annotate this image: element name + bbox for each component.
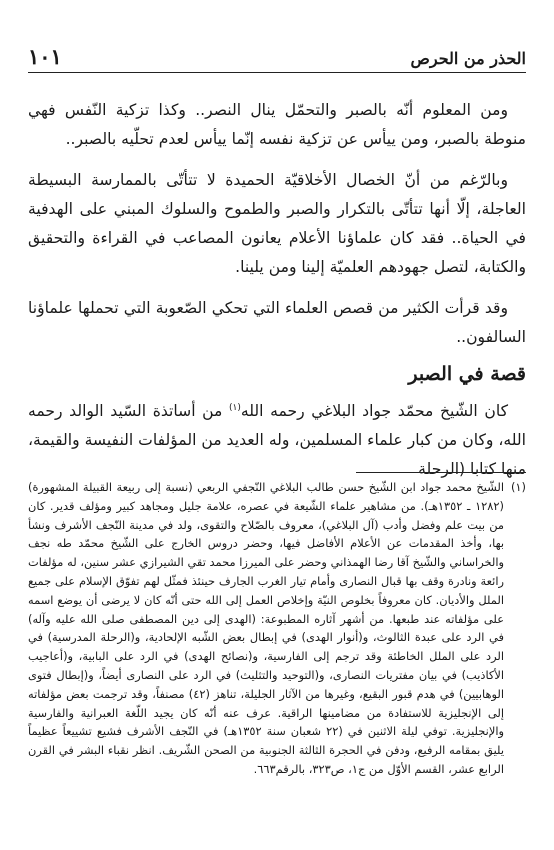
paragraph-balaghi-rest: من أساتذة السّيد الوالد رحمه الله، وكان من كبار علماء المسلمين، وله العديد من المؤلفات النفيسة والقيمة، منها كتابا (الرحلة [28,402,526,478]
running-title: الحذر من الحرص [410,49,526,68]
page-header [28,44,526,72]
footnote-separator [356,472,526,473]
footnote-item [28,478,526,779]
paragraph-scholars-stories: وقد قرأت الكثير من قصص العلماء التي تحكي الصّعوبة التي تحملها علماؤنا السالفون.. [28,299,526,346]
section-heading: قصة في الصبر [408,363,526,385]
page-number: ١٠١ [28,44,62,69]
footnote-marker: (١) [510,480,526,494]
footnote-text: الشّيخ محمد جواد ابن الشّيخ حسن طالب البلاغي النّجفي الربعي (نسبة إلى ربيعة القبيلة المشهورة) (١٢٨٢ ـ ١٣٥٢هـ). من مشاهير علماء الشّيعة في عصره، علامة جليل ومجاهد كبير ومؤلف قدير. كان من بيت علم وفضل وأدب (آل البلاغي)، معروف بالصّلاح والتقوى، ولد في مدينة النّجف الأشرف ونشأ بها، وأخذ المقدمات عن الأعلام الأفاضل فيها، وحضر دروس الخارج على الشّيخ محمّد طه نجف والخراساني والشّيخ آقا رضا الهمذاني وحضر على الميرزا محمد تقي الشيرازي عشر سنين، له مؤلفات رائعة ونادرة وقف بها قبال النصارى وأمام تيار الغرب الجارف حينئذ فمثّل لهم تفوّق الإسلام على جميع الملل والأديان. كان معروفاً بخلوص النيّة وإخلاص العمل إلى الله حتى أنّه كان لا يرضى أن يوضع اسمه على مؤلفاته عند طبعها. من أشهر آثاره المطبوعة: (الهدى إلى دين المصطفى صلى الله عليه وآله) في الرد على عبدة الثالوث، و(أنوار الهدى) في إبطال بعض الشّبه الإلحادية، و(الرحلة المدرسية) في الرد على الملل الخاطئة وقد ترجم إلى الفارسية، و(نصائح الهدى) في الرد على البابية، و(أعاجيب الأكاذيب) في بيان مفتريات النصارى، و(التوحيد والتثليث) في الرد على النصارى أيضاً، و(إبطال فتوى الوهابيين) في هدم قبور البقيع، وغيرها من الآثار الجليلة، تناهز (٤٢) مصنفاً، وقد ترجمت بعض مؤلفاته إلى الإنجليزية للاستفادة من مضامينها الراقية. عرف عنه أنّه كان يجيد اللّغة العبرانية والفارسية والإنجليزية. توفي ليلة الاثنين في (٢٢ شعبان سنة ١٣٥٢هـ) في النّجف الأشرف فشيع تشييعاً عظيماً يليق بمقامه الرفيع، ودفن في الحجرة الثالثة الجنوبية من الصحن الشّريف. انظر نقباء البشر في القرن الرابع عشر، القسم الأوّل من ج١، ص٣٢٣، بالرقم٦٦٣. [28,480,504,776]
footnotes [28,478,526,779]
paragraph-patience: ومن المعلوم أنّه بالصبر والتحمّل ينال النصر.. وكذا تزكية النّفس فهي منوطة بالصبر، ومن ييأس عن تزكية نفسه إنّما ييأس لعدم تحلّيه بالصبر.. [28,101,526,148]
body-text [28,96,526,496]
header-rule [28,72,526,73]
paragraph-balaghi [28,397,526,484]
book-page [28,0,526,850]
paragraph-virtues: وبالرّغم من أنّ الخصال الأخلاقيّة الحميدة لا تتأتّى بالممارسة البسيطة العاجلة، إلّا أنها تتأتّى بالتكرار والصبر والطموح والسلوك المبني على الهدفية في الحياة.. فقد كان علماؤنا الأعلام يعانون المصاعب في القراءة والتحقيق والكتابة، لتصل جهودهم العلميّة إلينا ومن يلينا. [28,171,526,276]
paragraph-balaghi-start: كان الشّيخ محمّد جواد البلاغي رحمه الله [240,402,508,420]
footnote-reference[interactable]: (١) [229,402,241,413]
